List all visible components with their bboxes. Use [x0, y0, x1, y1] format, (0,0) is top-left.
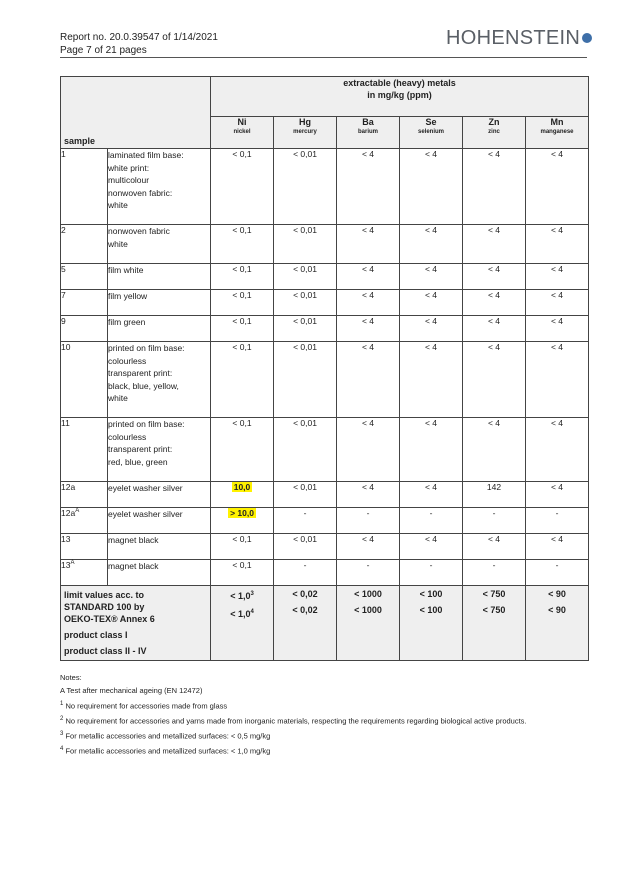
- note-text: No requirement for accessories made from glass: [65, 701, 228, 711]
- note-item: [60, 698, 527, 713]
- value-hg: [274, 264, 337, 290]
- product-class-labels: [61, 625, 210, 660]
- table-row: [61, 534, 589, 560]
- sample-description: [108, 560, 211, 586]
- metal-name: nickel: [233, 129, 251, 135]
- product-class-2-label: product class II - IV: [64, 646, 147, 656]
- limit-class1-value: [463, 586, 525, 602]
- sample-description: [108, 264, 211, 290]
- value-text: < 4: [361, 316, 375, 326]
- value-text: < 4: [487, 342, 501, 352]
- limit-footnote-mark: 3: [250, 591, 254, 597]
- sample-description: [108, 534, 211, 560]
- value-text: < 4: [361, 290, 375, 300]
- value-ni: [211, 418, 274, 482]
- description-line: nonwoven fabric: [108, 226, 170, 236]
- value-hg: [274, 560, 337, 586]
- sample-id: [61, 264, 108, 290]
- description-line: transparent print:: [108, 444, 173, 454]
- sample-id-superscript: A: [70, 560, 75, 566]
- description-line: colourless: [108, 355, 147, 366]
- table-row: [61, 342, 589, 418]
- metals-group-title: extractable (heavy) metals: [343, 78, 456, 88]
- value-ba: [337, 225, 400, 264]
- description-line: white print:: [108, 162, 150, 173]
- notes-heading: Notes:: [60, 673, 82, 682]
- heavy-metals-table: [60, 76, 589, 661]
- value-ni: [211, 225, 274, 264]
- metal-symbol: Mn: [550, 117, 564, 127]
- note-text: No requirement for accessories and yarns made from inorganic materials, respecting the requirements regarding biological active products.: [65, 716, 527, 726]
- page-number: Page 7 of 21 pages: [60, 45, 147, 56]
- value-ni: [211, 149, 274, 225]
- sample-id-text: 13: [61, 560, 71, 570]
- value-text: -: [492, 560, 496, 570]
- sample-description: [108, 290, 211, 316]
- value-hg: [274, 508, 337, 534]
- value-hg: [274, 342, 337, 418]
- sample-description: [108, 508, 211, 534]
- value-text: < 4: [550, 342, 564, 352]
- limit-class2-value: [400, 602, 462, 618]
- metal-symbol: Zn: [488, 117, 500, 127]
- value-zn: [463, 534, 526, 560]
- metal-name: barium: [357, 129, 378, 135]
- sample-description: [108, 316, 211, 342]
- table-row: [61, 560, 589, 586]
- limit-value-text: < 1,0: [230, 609, 251, 619]
- value-text: < 4: [487, 316, 501, 326]
- metal-symbol: Hg: [299, 117, 311, 127]
- value-ni: [211, 508, 274, 534]
- value-se: [400, 418, 463, 482]
- note-item: [60, 685, 527, 698]
- description-line: eyelet washer silver: [108, 483, 183, 493]
- sample-id: [61, 342, 108, 418]
- metal-name: selenium: [417, 129, 444, 135]
- value-text: < 0,1: [232, 149, 252, 159]
- sample-id-text: 5: [61, 264, 66, 274]
- value-text: > 10,0: [230, 508, 254, 518]
- limit-values-title: [61, 586, 210, 625]
- description-line: nonwoven fabric:: [108, 187, 173, 198]
- value-text: -: [366, 508, 370, 518]
- limit-value-text: < 100: [419, 589, 443, 599]
- description-line: film green: [108, 317, 146, 327]
- value-text: -: [303, 560, 307, 570]
- sample-id-text: 9: [61, 316, 66, 326]
- metal-header-hg: [274, 117, 337, 149]
- value-text: < 4: [487, 225, 501, 235]
- value-text: < 0,01: [293, 482, 317, 492]
- value-se: [400, 225, 463, 264]
- sample-column-header: sample: [61, 77, 211, 149]
- value-text: < 4: [424, 418, 438, 428]
- value-text: < 0,01: [293, 418, 317, 428]
- value-text: < 4: [424, 264, 438, 274]
- value-mn: [526, 534, 589, 560]
- sample-id-text: 1: [61, 149, 66, 159]
- value-ni: [211, 264, 274, 290]
- value-mn: [526, 482, 589, 508]
- value-ni: [211, 342, 274, 418]
- value-text: < 0,01: [293, 149, 317, 159]
- value-text: < 0,01: [293, 342, 317, 352]
- sample-id-superscript: A: [75, 508, 80, 514]
- value-text: < 4: [361, 225, 375, 235]
- limit-ni: [211, 586, 274, 661]
- sample-id: [61, 508, 108, 534]
- value-se: [400, 290, 463, 316]
- description-line: white: [108, 238, 128, 249]
- note-footnote-mark: 3: [60, 731, 64, 738]
- notes-section: [60, 672, 527, 759]
- value-text: < 0,1: [232, 316, 252, 326]
- value-text: < 4: [424, 149, 438, 159]
- sample-id-text: 13: [61, 534, 71, 544]
- limit-value-text: < 1000: [354, 605, 382, 615]
- value-hg: [274, 418, 337, 482]
- value-se: [400, 534, 463, 560]
- value-se: [400, 316, 463, 342]
- limit-title-line: STANDARD 100 by: [64, 602, 145, 612]
- table-row: [61, 316, 589, 342]
- sample-id: [61, 225, 108, 264]
- table-row: [61, 418, 589, 482]
- metal-header-ni: [211, 117, 274, 149]
- description-line: black, blue, yellow,: [108, 380, 179, 391]
- value-zn: [463, 508, 526, 534]
- notes-list: [60, 685, 527, 759]
- value-zn: [463, 264, 526, 290]
- value-text: < 0,1: [232, 560, 252, 570]
- description-line: magnet black: [108, 561, 159, 571]
- brand-logo: [446, 27, 592, 50]
- metal-header-ba: [337, 117, 400, 149]
- value-text: < 0,01: [293, 290, 317, 300]
- value-text: < 4: [361, 418, 375, 428]
- brand-name: HOHENSTEIN: [446, 27, 581, 49]
- value-zn: [463, 149, 526, 225]
- description-line: film yellow: [108, 291, 148, 301]
- value-ni: [211, 534, 274, 560]
- sample-description: [108, 418, 211, 482]
- metal-header-se: [400, 117, 463, 149]
- limit-value-text: < 90: [548, 589, 566, 599]
- value-text: < 4: [487, 534, 501, 544]
- value-text: -: [492, 508, 496, 518]
- limit-value-text: < 750: [482, 605, 506, 615]
- value-ba: [337, 508, 400, 534]
- value-zn: [463, 290, 526, 316]
- value-text: < 4: [550, 534, 564, 544]
- product-class-1-label: product class I: [64, 630, 128, 640]
- value-text: < 0,1: [232, 418, 252, 428]
- value-se: [400, 560, 463, 586]
- value-text: < 4: [487, 418, 501, 428]
- metal-header-zn: [463, 117, 526, 149]
- value-zn: [463, 225, 526, 264]
- limit-class2-value: [526, 602, 588, 618]
- value-mn: [526, 149, 589, 225]
- table-row: [61, 264, 589, 290]
- value-ba: [337, 560, 400, 586]
- limit-class2-value: [337, 602, 399, 618]
- value-mn: [526, 225, 589, 264]
- limit-se: [400, 586, 463, 661]
- sample-id: [61, 316, 108, 342]
- metal-symbol: Se: [425, 117, 437, 127]
- value-text: -: [429, 560, 433, 570]
- table-row: [61, 290, 589, 316]
- limit-value-text: < 90: [548, 605, 566, 615]
- value-text: < 0,01: [293, 534, 317, 544]
- description-line: white: [108, 200, 128, 210]
- value-text: 142: [486, 482, 502, 492]
- value-text: -: [555, 508, 559, 518]
- metal-header-mn: [526, 117, 589, 149]
- value-zn: [463, 560, 526, 586]
- value-text: < 4: [424, 534, 438, 544]
- brand-dot-icon: [582, 33, 592, 43]
- sample-id-text: 12a: [61, 482, 76, 492]
- note-footnote-mark: 2: [60, 715, 64, 722]
- note-item: [60, 728, 527, 743]
- value-se: [400, 264, 463, 290]
- sample-description: [108, 225, 211, 264]
- limit-class2-value: [274, 602, 336, 618]
- metal-name: manganese: [540, 129, 574, 135]
- value-ni: [211, 560, 274, 586]
- value-mn: [526, 560, 589, 586]
- value-text: < 0,01: [293, 225, 317, 235]
- value-zn: [463, 482, 526, 508]
- sample-id: [61, 290, 108, 316]
- value-text: < 4: [361, 149, 375, 159]
- note-item: [60, 713, 527, 728]
- value-text: < 4: [550, 482, 564, 492]
- value-mn: [526, 316, 589, 342]
- limit-class2-value: [211, 604, 273, 622]
- value-hg: [274, 149, 337, 225]
- table-row: [61, 482, 589, 508]
- value-text: < 4: [361, 264, 375, 274]
- sample-id: [61, 534, 108, 560]
- description-line: transparent print:: [108, 368, 173, 378]
- value-se: [400, 342, 463, 418]
- value-mn: [526, 264, 589, 290]
- value-ba: [337, 418, 400, 482]
- metal-name: zinc: [488, 129, 500, 135]
- value-hg: [274, 290, 337, 316]
- note-footnote-mark: 4: [60, 746, 64, 753]
- value-text: < 4: [424, 482, 438, 492]
- description-line: magnet black: [108, 535, 159, 545]
- limit-values-label: [61, 586, 211, 661]
- metals-group-unit: in mg/kg (ppm): [367, 90, 432, 100]
- value-text: < 4: [487, 290, 501, 300]
- description-line: printed on film base:: [108, 343, 185, 353]
- value-text: < 4: [361, 482, 375, 492]
- limit-value-text: < 100: [419, 605, 443, 615]
- limit-class1-value: [337, 586, 399, 602]
- limit-title-line: limit values acc. to: [64, 590, 145, 600]
- value-text: -: [303, 508, 307, 518]
- sample-id-text: 11: [61, 418, 70, 428]
- description-line: multicolour: [108, 175, 150, 185]
- limit-value-text: < 750: [482, 589, 506, 599]
- value-ba: [337, 534, 400, 560]
- limit-class1-value: [400, 586, 462, 602]
- sample-id-text: 7: [61, 290, 66, 300]
- value-text: < 4: [424, 316, 438, 326]
- metal-name: mercury: [293, 129, 317, 135]
- value-text: < 4: [361, 342, 375, 352]
- value-text: < 4: [361, 534, 375, 544]
- value-text: < 0,1: [232, 264, 252, 274]
- description-line: colourless: [108, 431, 147, 442]
- value-text: < 0,1: [232, 290, 252, 300]
- value-ba: [337, 482, 400, 508]
- limit-value-text: < 0,02: [292, 605, 318, 615]
- value-text: < 4: [550, 418, 564, 428]
- value-text: < 4: [487, 264, 501, 274]
- limit-footnote-mark: 4: [250, 609, 254, 615]
- report-header: [60, 31, 218, 57]
- value-mn: [526, 342, 589, 418]
- limit-ba: [337, 586, 400, 661]
- note-text: A Test after mechanical ageing (EN 12472): [60, 685, 203, 695]
- value-ni: [211, 316, 274, 342]
- value-hg: [274, 225, 337, 264]
- description-line: white: [108, 393, 128, 403]
- value-text: -: [366, 560, 370, 570]
- value-mn: [526, 508, 589, 534]
- value-text: < 4: [424, 342, 438, 352]
- description-line: eyelet washer silver: [108, 509, 183, 519]
- table-row: [61, 508, 589, 534]
- limit-title-line: OEKO-TEX® Annex 6: [64, 614, 155, 624]
- value-hg: [274, 534, 337, 560]
- sample-id-text: 2: [61, 225, 66, 235]
- description-line: red, blue, green: [108, 456, 168, 467]
- note-item: [60, 743, 527, 758]
- value-text: < 4: [550, 225, 564, 235]
- value-text: -: [429, 508, 433, 518]
- value-text: < 4: [550, 149, 564, 159]
- value-hg: [274, 316, 337, 342]
- limit-zn: [463, 586, 526, 661]
- value-text: < 0,1: [232, 225, 252, 235]
- value-text: -: [555, 560, 559, 570]
- note-footnote-mark: 1: [60, 700, 64, 707]
- value-ba: [337, 264, 400, 290]
- value-zn: [463, 316, 526, 342]
- table-row: [61, 149, 589, 225]
- sample-description: [108, 342, 211, 418]
- value-text: 10,0: [233, 482, 251, 492]
- value-mn: [526, 290, 589, 316]
- description-line: printed on film base:: [108, 419, 185, 429]
- value-text: < 4: [550, 264, 564, 274]
- value-zn: [463, 418, 526, 482]
- limit-values-row: [61, 586, 589, 661]
- metals-group-header: [211, 77, 589, 117]
- sample-id: [61, 560, 108, 586]
- sample-id: [61, 418, 108, 482]
- value-ba: [337, 290, 400, 316]
- sample-id-text: 12a: [61, 508, 76, 518]
- note-text: For metallic accessories and metallized surfaces: < 1,0 mg/kg: [65, 746, 271, 756]
- description-line: film white: [108, 265, 144, 275]
- limit-value-text: < 1,0: [230, 591, 251, 601]
- sample-id: [61, 482, 108, 508]
- metal-symbol: Ba: [362, 117, 374, 127]
- value-se: [400, 482, 463, 508]
- value-text: < 0,1: [232, 342, 252, 352]
- header-divider: [60, 57, 587, 58]
- value-mn: [526, 418, 589, 482]
- value-zn: [463, 342, 526, 418]
- limit-class1-value: [274, 586, 336, 602]
- value-text: < 0,01: [293, 264, 317, 274]
- limit-value-text: < 1000: [354, 589, 382, 599]
- value-ni: [211, 482, 274, 508]
- value-text: < 0,1: [232, 534, 252, 544]
- sample-description: [108, 149, 211, 225]
- value-ni: [211, 290, 274, 316]
- value-ba: [337, 342, 400, 418]
- value-text: < 4: [550, 290, 564, 300]
- limit-hg: [274, 586, 337, 661]
- value-text: < 4: [487, 149, 501, 159]
- limit-mn: [526, 586, 589, 661]
- sample-id-text: 10: [61, 342, 71, 352]
- sample-description: [108, 482, 211, 508]
- sample-id: [61, 149, 108, 225]
- value-se: [400, 149, 463, 225]
- note-text: For metallic accessories and metallized surfaces: < 0,5 mg/kg: [65, 731, 271, 741]
- value-text: < 0,01: [293, 316, 317, 326]
- value-text: < 4: [424, 290, 438, 300]
- value-ba: [337, 316, 400, 342]
- limit-value-text: < 0,02: [292, 589, 318, 599]
- description-line: laminated film base:: [108, 150, 184, 160]
- limit-class2-value: [463, 602, 525, 618]
- value-text: < 4: [424, 225, 438, 235]
- limit-class1-value: [211, 586, 273, 604]
- value-text: < 4: [550, 316, 564, 326]
- table-row: [61, 225, 589, 264]
- value-ba: [337, 149, 400, 225]
- value-hg: [274, 482, 337, 508]
- metal-symbol: Ni: [237, 117, 247, 127]
- value-se: [400, 508, 463, 534]
- limit-class1-value: [526, 586, 588, 602]
- report-number: Report no. 20.0.39547 of 1/14/2021: [60, 32, 218, 43]
